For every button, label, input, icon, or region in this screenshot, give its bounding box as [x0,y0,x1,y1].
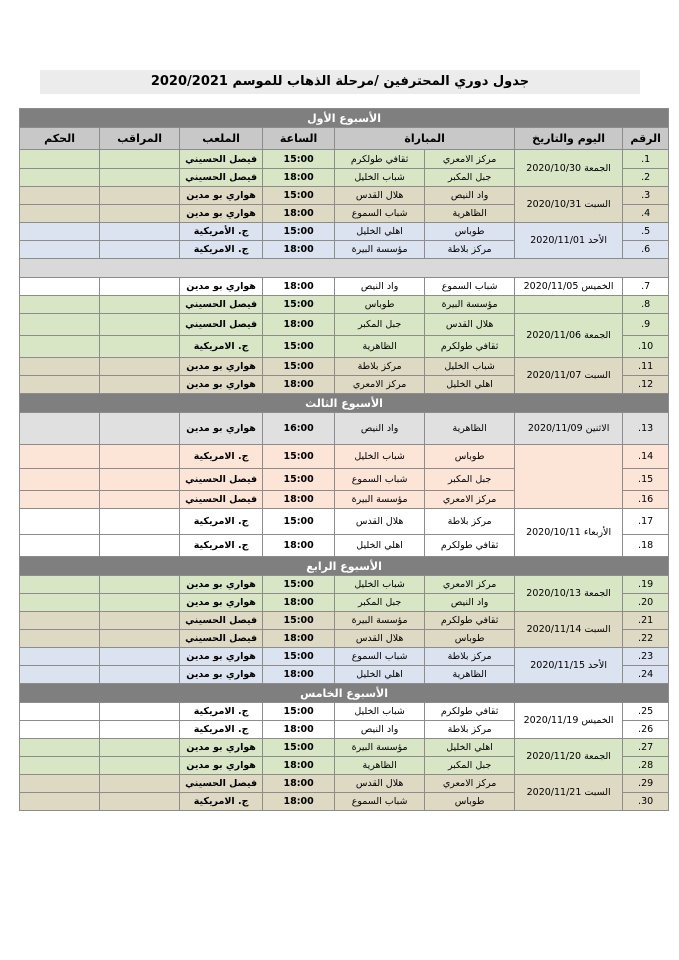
home-team: واد النيص [425,594,515,612]
match-time: 18:00 [263,757,335,775]
stadium: هواري بو مدين [180,757,263,775]
observer [100,630,180,648]
referee [20,666,100,684]
stadium: فيصل الحسيني [180,630,263,648]
match-time: 18:00 [263,775,335,793]
observer [100,739,180,757]
observer [100,469,180,491]
observer [100,169,180,187]
match-number: 15. [623,469,669,491]
home-team: مركز بلاطة [425,648,515,666]
match-time: 15:00 [263,703,335,721]
home-team: هلال القدس [425,314,515,336]
home-team: طوباس [425,223,515,241]
referee [20,296,100,314]
observer [100,612,180,630]
match-number: 13. [623,413,669,445]
observer [100,223,180,241]
stadium: هواري بو مدين [180,358,263,376]
referee [20,793,100,811]
observer [100,721,180,739]
match-number: 18. [623,535,669,557]
table-row [20,296,669,314]
match-time: 15:00 [263,150,335,169]
home-team: مركز بلاطة [425,721,515,739]
referee [20,169,100,187]
referee [20,757,100,775]
day-date: الأربعاء 2020/10/11 [515,509,623,557]
day-date [515,296,623,314]
away-team: شباب الخليل [335,703,425,721]
referee [20,535,100,557]
day-date [515,445,623,509]
match-number: 3. [623,187,669,205]
observer [100,445,180,469]
match-time: 18:00 [263,205,335,223]
week-header-5: الأسبوع الخامس [20,684,669,703]
match-number: 14. [623,445,669,469]
referee [20,739,100,757]
day-date: الخميس 2020/11/19 [515,703,623,739]
col-time: الساعة [263,128,335,150]
match-number: 8. [623,296,669,314]
observer [100,535,180,557]
match-number: 9. [623,314,669,336]
table-row [20,509,669,535]
table-row [20,739,669,757]
home-team: ثقافي طولكرم [425,336,515,358]
observer [100,187,180,205]
match-time: 18:00 [263,630,335,648]
day-date: الأحد 2020/11/01 [515,223,623,259]
stadium: فيصل الحسيني [180,469,263,491]
table-row [20,648,669,666]
match-time: 15:00 [263,509,335,535]
home-team: اهلي الخليل [425,376,515,394]
home-team: اهلي الخليل [425,739,515,757]
day-date: الخميس 2020/11/05 [515,278,623,296]
home-team: الظاهرية [425,205,515,223]
col-match: المباراة [335,128,515,150]
home-team: جبل المكبر [425,469,515,491]
match-number: 12. [623,376,669,394]
away-team: شباب الخليل [335,169,425,187]
away-team: الظاهرية [335,757,425,775]
observer [100,509,180,535]
away-team: اهلي الخليل [335,666,425,684]
home-team: ثقافي طولكرم [425,535,515,557]
away-team: اهلي الخليل [335,223,425,241]
home-team: مؤسسة البيرة [425,296,515,314]
day-date: السبت 2020/11/07 [515,358,623,394]
away-team: هلال القدس [335,775,425,793]
stadium: ج. الامريكية [180,721,263,739]
observer [100,336,180,358]
stadium: فيصل الحسيني [180,775,263,793]
away-team: ثقافي طولكرم [335,150,425,169]
match-time: 15:00 [263,469,335,491]
match-number: 30. [623,793,669,811]
away-team: هلال القدس [335,630,425,648]
day-date: السبت 2020/11/21 [515,775,623,811]
match-number: 1. [623,150,669,169]
observer [100,278,180,296]
day-date: الجمعة 2020/11/06 [515,314,623,358]
table-row [20,187,669,205]
table-row [20,223,669,241]
col-referee: الحكم [20,128,100,150]
observer [100,576,180,594]
away-team: الظاهرية [335,336,425,358]
home-team: مركز الامعري [425,576,515,594]
away-team: جبل المكبر [335,594,425,612]
referee [20,336,100,358]
day-date: السبت 2020/11/14 [515,612,623,648]
referee [20,413,100,445]
stadium: فيصل الحسيني [180,296,263,314]
away-team: مؤسسة البيرة [335,612,425,630]
stadium: ج. الأمريكية [180,223,263,241]
match-time: 18:00 [263,491,335,509]
away-team: جبل المكبر [335,314,425,336]
week-header-4: الأسبوع الرابع [20,557,669,576]
referee [20,278,100,296]
match-time: 18:00 [263,241,335,259]
match-time: 15:00 [263,739,335,757]
referee [20,445,100,469]
table-row [20,445,669,469]
referee [20,509,100,535]
away-team: اهلي الخليل [335,535,425,557]
away-team: شباب الخليل [335,445,425,469]
day-date: الجمعة 2020/10/13 [515,576,623,612]
col-day-date: اليوم والتاريخ [515,128,623,150]
observer [100,793,180,811]
home-team: الظاهرية [425,666,515,684]
away-team: شباب السموع [335,469,425,491]
stadium: ج. الامريكية [180,509,263,535]
col-observer: المراقب [100,128,180,150]
table-row [20,314,669,336]
referee [20,358,100,376]
home-team: ثقافي طولكرم [425,703,515,721]
table-row [20,576,669,594]
match-number: 25. [623,703,669,721]
referee [20,703,100,721]
observer [100,413,180,445]
page-title: جدول دوري المحترفين /مرحلة الذهاب للموسم 2020/2021 [40,70,640,94]
day-date: السبت 2020/10/31 [515,187,623,223]
table-row [20,278,669,296]
away-team: واد النيص [335,413,425,445]
stadium: فيصل الحسيني [180,314,263,336]
referee [20,648,100,666]
observer [100,703,180,721]
match-time: 18:00 [263,169,335,187]
match-number: 21. [623,612,669,630]
home-team: شباب السموع [425,278,515,296]
referee [20,630,100,648]
match-number: 22. [623,630,669,648]
observer [100,241,180,259]
observer [100,757,180,775]
away-team: طوباس [335,296,425,314]
stadium: ج. الامريكية [180,336,263,358]
referee [20,612,100,630]
stadium: فيصل الحسيني [180,169,263,187]
match-number: 26. [623,721,669,739]
stadium: ج. الامريكية [180,793,263,811]
referee [20,314,100,336]
stadium: ج. الامريكية [180,703,263,721]
stadium: هواري بو مدين [180,413,263,445]
table-row [20,150,669,169]
home-team: مركز الامعري [425,775,515,793]
observer [100,150,180,169]
match-time: 18:00 [263,793,335,811]
observer [100,296,180,314]
match-number: 29. [623,775,669,793]
stadium: ج. الامريكية [180,445,263,469]
referee [20,376,100,394]
home-team: مركز بلاطة [425,241,515,259]
day-date: الأحد 2020/11/15 [515,648,623,684]
table-row [20,775,669,793]
col-num: الرقم [623,128,669,150]
referee [20,187,100,205]
match-time: 15:00 [263,223,335,241]
away-team: مركز بلاطة [335,358,425,376]
day-date: الجمعة 2020/11/20 [515,739,623,775]
away-team: مؤسسة البيرة [335,491,425,509]
match-number: 11. [623,358,669,376]
observer [100,314,180,336]
stadium: فيصل الحسيني [180,612,263,630]
referee [20,469,100,491]
match-time: 15:00 [263,187,335,205]
stadium: هواري بو مدين [180,594,263,612]
observer [100,376,180,394]
away-team: هلال القدس [335,509,425,535]
match-time: 16:00 [263,413,335,445]
table-row [20,703,669,721]
match-time: 18:00 [263,666,335,684]
header-row [20,128,669,150]
match-number: 19. [623,576,669,594]
match-time: 15:00 [263,576,335,594]
observer [100,666,180,684]
match-time: 15:00 [263,648,335,666]
match-number: 28. [623,757,669,775]
home-team: طوباس [425,445,515,469]
match-number: 20. [623,594,669,612]
match-number: 17. [623,509,669,535]
match-time: 15:00 [263,296,335,314]
match-time: 18:00 [263,376,335,394]
observer [100,648,180,666]
away-team: شباب الخليل [335,576,425,594]
table-row [20,358,669,376]
observer [100,358,180,376]
away-team: شباب السموع [335,793,425,811]
home-team: طوباس [425,630,515,648]
away-team: مؤسسة البيرة [335,739,425,757]
table-row [20,413,669,445]
home-team: مركز الامعري [425,150,515,169]
away-team: شباب السموع [335,205,425,223]
away-team: شباب السموع [335,648,425,666]
away-team: مركز الامعري [335,376,425,394]
home-team: شباب الخليل [425,358,515,376]
home-team: جبل المكبر [425,757,515,775]
stadium: هواري بو مدين [180,376,263,394]
stadium: فيصل الحسيني [180,491,263,509]
table-row [20,612,669,630]
referee [20,576,100,594]
match-time: 15:00 [263,358,335,376]
home-team: ثقافي طولكرم [425,612,515,630]
day-date: الجمعة 2020/10/30 [515,150,623,187]
stadium: هواري بو مدين [180,205,263,223]
away-team: واد النيص [335,278,425,296]
referee [20,594,100,612]
day-date: الاثنين 2020/11/09 [515,413,623,445]
match-number: 10. [623,336,669,358]
match-number: 27. [623,739,669,757]
observer [100,491,180,509]
away-team: واد النيص [335,721,425,739]
match-time: 18:00 [263,278,335,296]
referee [20,491,100,509]
stadium: هواري بو مدين [180,278,263,296]
stadium: هواري بو مدين [180,648,263,666]
observer [100,775,180,793]
stadium: هواري بو مدين [180,666,263,684]
observer [100,205,180,223]
stadium: هواري بو مدين [180,187,263,205]
match-number: 16. [623,491,669,509]
away-team: مؤسسة البيرة [335,241,425,259]
match-number: 7. [623,278,669,296]
col-stadium: الملعب [180,128,263,150]
home-team: مركز الامعري [425,491,515,509]
match-number: 5. [623,223,669,241]
schedule-table [19,108,669,811]
match-time: 15:00 [263,612,335,630]
stadium: فيصل الحسيني [180,150,263,169]
referee [20,150,100,169]
week-header-3: الأسبوع الثالث [20,394,669,413]
stadium: ج. الامريكية [180,535,263,557]
home-team: مركز بلاطة [425,509,515,535]
match-time: 15:00 [263,336,335,358]
match-time: 18:00 [263,721,335,739]
match-number: 24. [623,666,669,684]
referee [20,721,100,739]
match-time: 15:00 [263,445,335,469]
match-time: 18:00 [263,594,335,612]
stadium: هواري بو مدين [180,739,263,757]
home-team: جبل المكبر [425,169,515,187]
referee [20,775,100,793]
home-team: واد النيص [425,187,515,205]
referee [20,205,100,223]
match-number: 6. [623,241,669,259]
home-team: طوباس [425,793,515,811]
week-header-2 [20,259,669,278]
home-team: الظاهرية [425,413,515,445]
match-number: 4. [623,205,669,223]
match-number: 23. [623,648,669,666]
match-time: 18:00 [263,314,335,336]
away-team: هلال القدس [335,187,425,205]
referee [20,223,100,241]
stadium: ج. الامريكية [180,241,263,259]
stadium: هواري بو مدين [180,576,263,594]
match-number: 2. [623,169,669,187]
match-time: 18:00 [263,535,335,557]
week-header-1: الأسبوع الأول [20,109,669,128]
referee [20,241,100,259]
observer [100,594,180,612]
